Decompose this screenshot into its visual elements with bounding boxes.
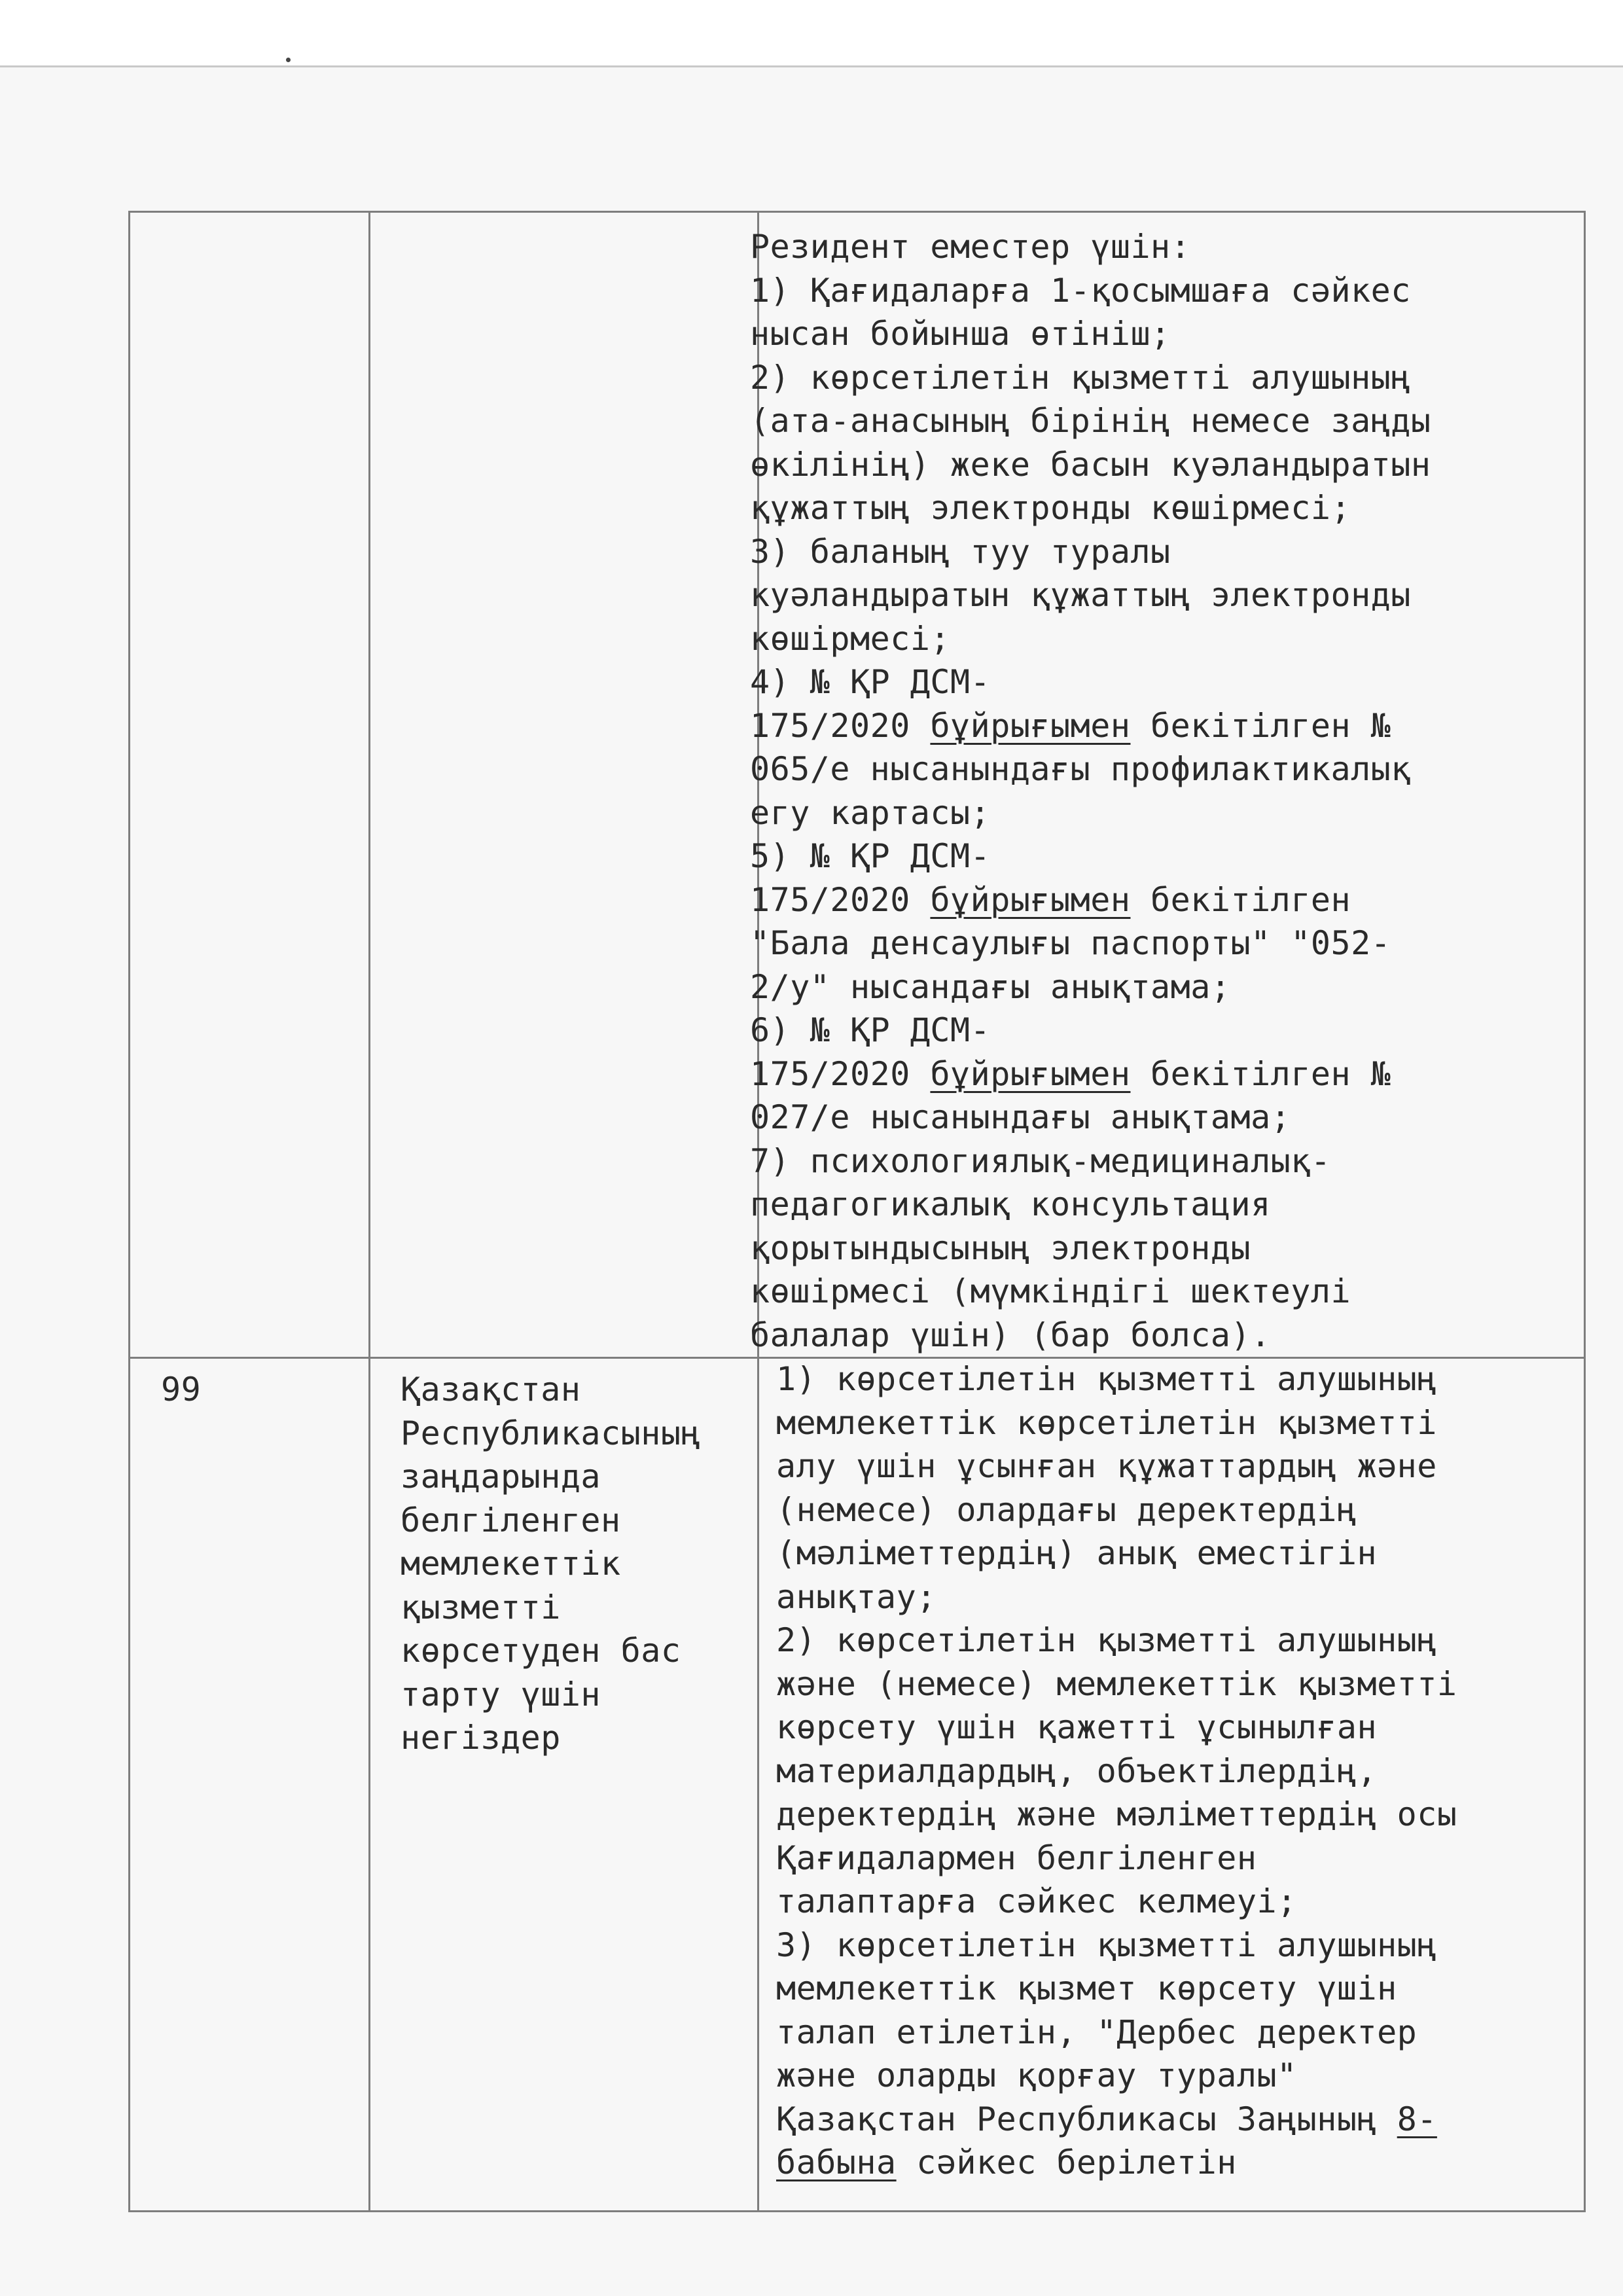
text-line: 99 bbox=[161, 1371, 202, 1408]
text-line: егу картасы; bbox=[750, 793, 991, 832]
text-fragment: бекітілген bbox=[1130, 880, 1351, 919]
underlined-link-text: 8- bbox=[1397, 2100, 1437, 2138]
text-line: 065/е нысанындағы профилактикалық bbox=[750, 750, 1411, 788]
underlined-link-text: бұйрығымен bbox=[930, 880, 1131, 919]
text-line: 1) Қағидаларға 1-қосымшаға сәйкес bbox=[750, 271, 1411, 310]
text-line: заңдарында bbox=[401, 1458, 601, 1496]
text-line: Резидент еместер үшін: bbox=[750, 228, 1191, 266]
text-line: мемлекеттік bbox=[401, 1545, 621, 1583]
text-line: көшірмесі (мүмкіндігі шектеулі bbox=[750, 1272, 1351, 1310]
text-line: белгіленген bbox=[401, 1501, 621, 1539]
text-line: Қағидалармен белгіленген bbox=[776, 1839, 1257, 1877]
text-line: деректердің және мәліметтердің осы bbox=[776, 1795, 1457, 1833]
text-line: құжаттың электронды көшірмесі; bbox=[750, 489, 1351, 527]
text-line: және оларды қорғау туралы" bbox=[776, 2056, 1297, 2094]
text-line: 5) № ҚР ДСМ- bbox=[750, 837, 991, 875]
underlined-link-text: бұйрығымен bbox=[930, 1054, 1131, 1093]
text-line: мемлекеттік көрсетілетін қызметті bbox=[776, 1403, 1437, 1442]
text-line: (мәліметтердің) анық еместігін bbox=[776, 1534, 1378, 1572]
row-number-cell bbox=[161, 1368, 201, 1412]
underlined-link-text: бұйрығымен bbox=[930, 706, 1131, 745]
text-line bbox=[750, 1052, 1431, 1096]
text-line: талап етілетін, "Дербес деректер bbox=[776, 2013, 1418, 2051]
text-line: Республикасының bbox=[401, 1414, 702, 1452]
text-line: 7) психологиялық-медициналық- bbox=[750, 1141, 1331, 1180]
text-line: көрсету үшін қажетті ұсынылған bbox=[776, 1708, 1378, 1746]
text-fragment: 175/2020 bbox=[750, 880, 931, 919]
text-fragment: 175/2020 bbox=[750, 1054, 931, 1093]
text-line: нысан бойынша өтініш; bbox=[750, 315, 1171, 353]
text-line bbox=[776, 2141, 1457, 2185]
requirements-cell-nonresidents bbox=[750, 225, 1431, 1357]
text-line bbox=[750, 878, 1431, 922]
column-divider-1 bbox=[368, 211, 370, 2212]
text-line: 027/е нысанындағы анықтама; bbox=[750, 1098, 1291, 1136]
text-line: Қазақстан bbox=[401, 1371, 581, 1408]
text-fragment: Қазақстан Республикасы Заңының bbox=[776, 2100, 1397, 2138]
text-line: және (немесе) мемлекеттік қызметті bbox=[776, 1664, 1457, 1703]
text-line: балалар үшін) (бар болса). bbox=[750, 1316, 1271, 1354]
text-fragment: бекітілген № bbox=[1130, 706, 1391, 745]
scan-top-strip bbox=[0, 0, 1623, 67]
text-line: 2/у" нысандағы анықтама; bbox=[750, 967, 1231, 1006]
text-line: көшірмесі; bbox=[750, 619, 951, 658]
text-line: қорытындысының электронды bbox=[750, 1229, 1251, 1267]
text-line: 4) № ҚР ДСМ- bbox=[750, 663, 991, 701]
text-line: куәландыратын құжаттың электронды bbox=[750, 576, 1411, 614]
text-line: 3) баланың туу туралы bbox=[750, 532, 1171, 571]
text-line: 2) көрсетілетін қызметті алушының bbox=[776, 1621, 1437, 1659]
grounds-title-cell bbox=[401, 1368, 701, 1760]
text-line bbox=[776, 2098, 1457, 2142]
text-line: педагогикалық консультация bbox=[750, 1185, 1271, 1223]
text-fragment: бекітілген № bbox=[1130, 1054, 1391, 1093]
text-line: 3) көрсетілетін қызметті алушының bbox=[776, 1926, 1437, 1964]
refusal-grounds-cell bbox=[776, 1357, 1457, 2185]
text-line: мемлекеттік қызмет көрсету үшін bbox=[776, 1969, 1397, 2007]
text-line: 1) көрсетілетін қызметті алушының bbox=[776, 1360, 1437, 1398]
text-line: талаптарға сәйкес келмеуі; bbox=[776, 1882, 1297, 1920]
text-line: анықтау; bbox=[776, 1577, 936, 1616]
text-line: қызметті bbox=[401, 1588, 561, 1626]
text-line: материалдардың, объектілердің, bbox=[776, 1751, 1378, 1790]
text-line: тарту үшін bbox=[401, 1675, 601, 1713]
text-line: 6) № ҚР ДСМ- bbox=[750, 1011, 991, 1049]
text-fragment: сәйкес берілетін bbox=[896, 2144, 1237, 2181]
underlined-link-text: бабына bbox=[776, 2144, 897, 2181]
text-line: негіздер bbox=[401, 1719, 561, 1757]
text-line: (немесе) олардағы деректердің bbox=[776, 1490, 1357, 1529]
text-fragment: 175/2020 bbox=[750, 706, 931, 745]
text-line: өкілінің) жеке басын куәландыратын bbox=[750, 445, 1431, 484]
text-line: көрсетуден бас bbox=[401, 1632, 681, 1670]
scan-speck bbox=[286, 58, 291, 62]
text-line: (ата-анасының бірінің немесе заңды bbox=[750, 402, 1431, 440]
text-line: "Бала денсаулығы паспорты" "052- bbox=[750, 924, 1391, 962]
text-line: 2) көрсетілетін қызметті алушының bbox=[750, 358, 1411, 397]
text-line bbox=[750, 704, 1431, 748]
text-line: алу үшін ұсынған құжаттардың және bbox=[776, 1447, 1437, 1485]
